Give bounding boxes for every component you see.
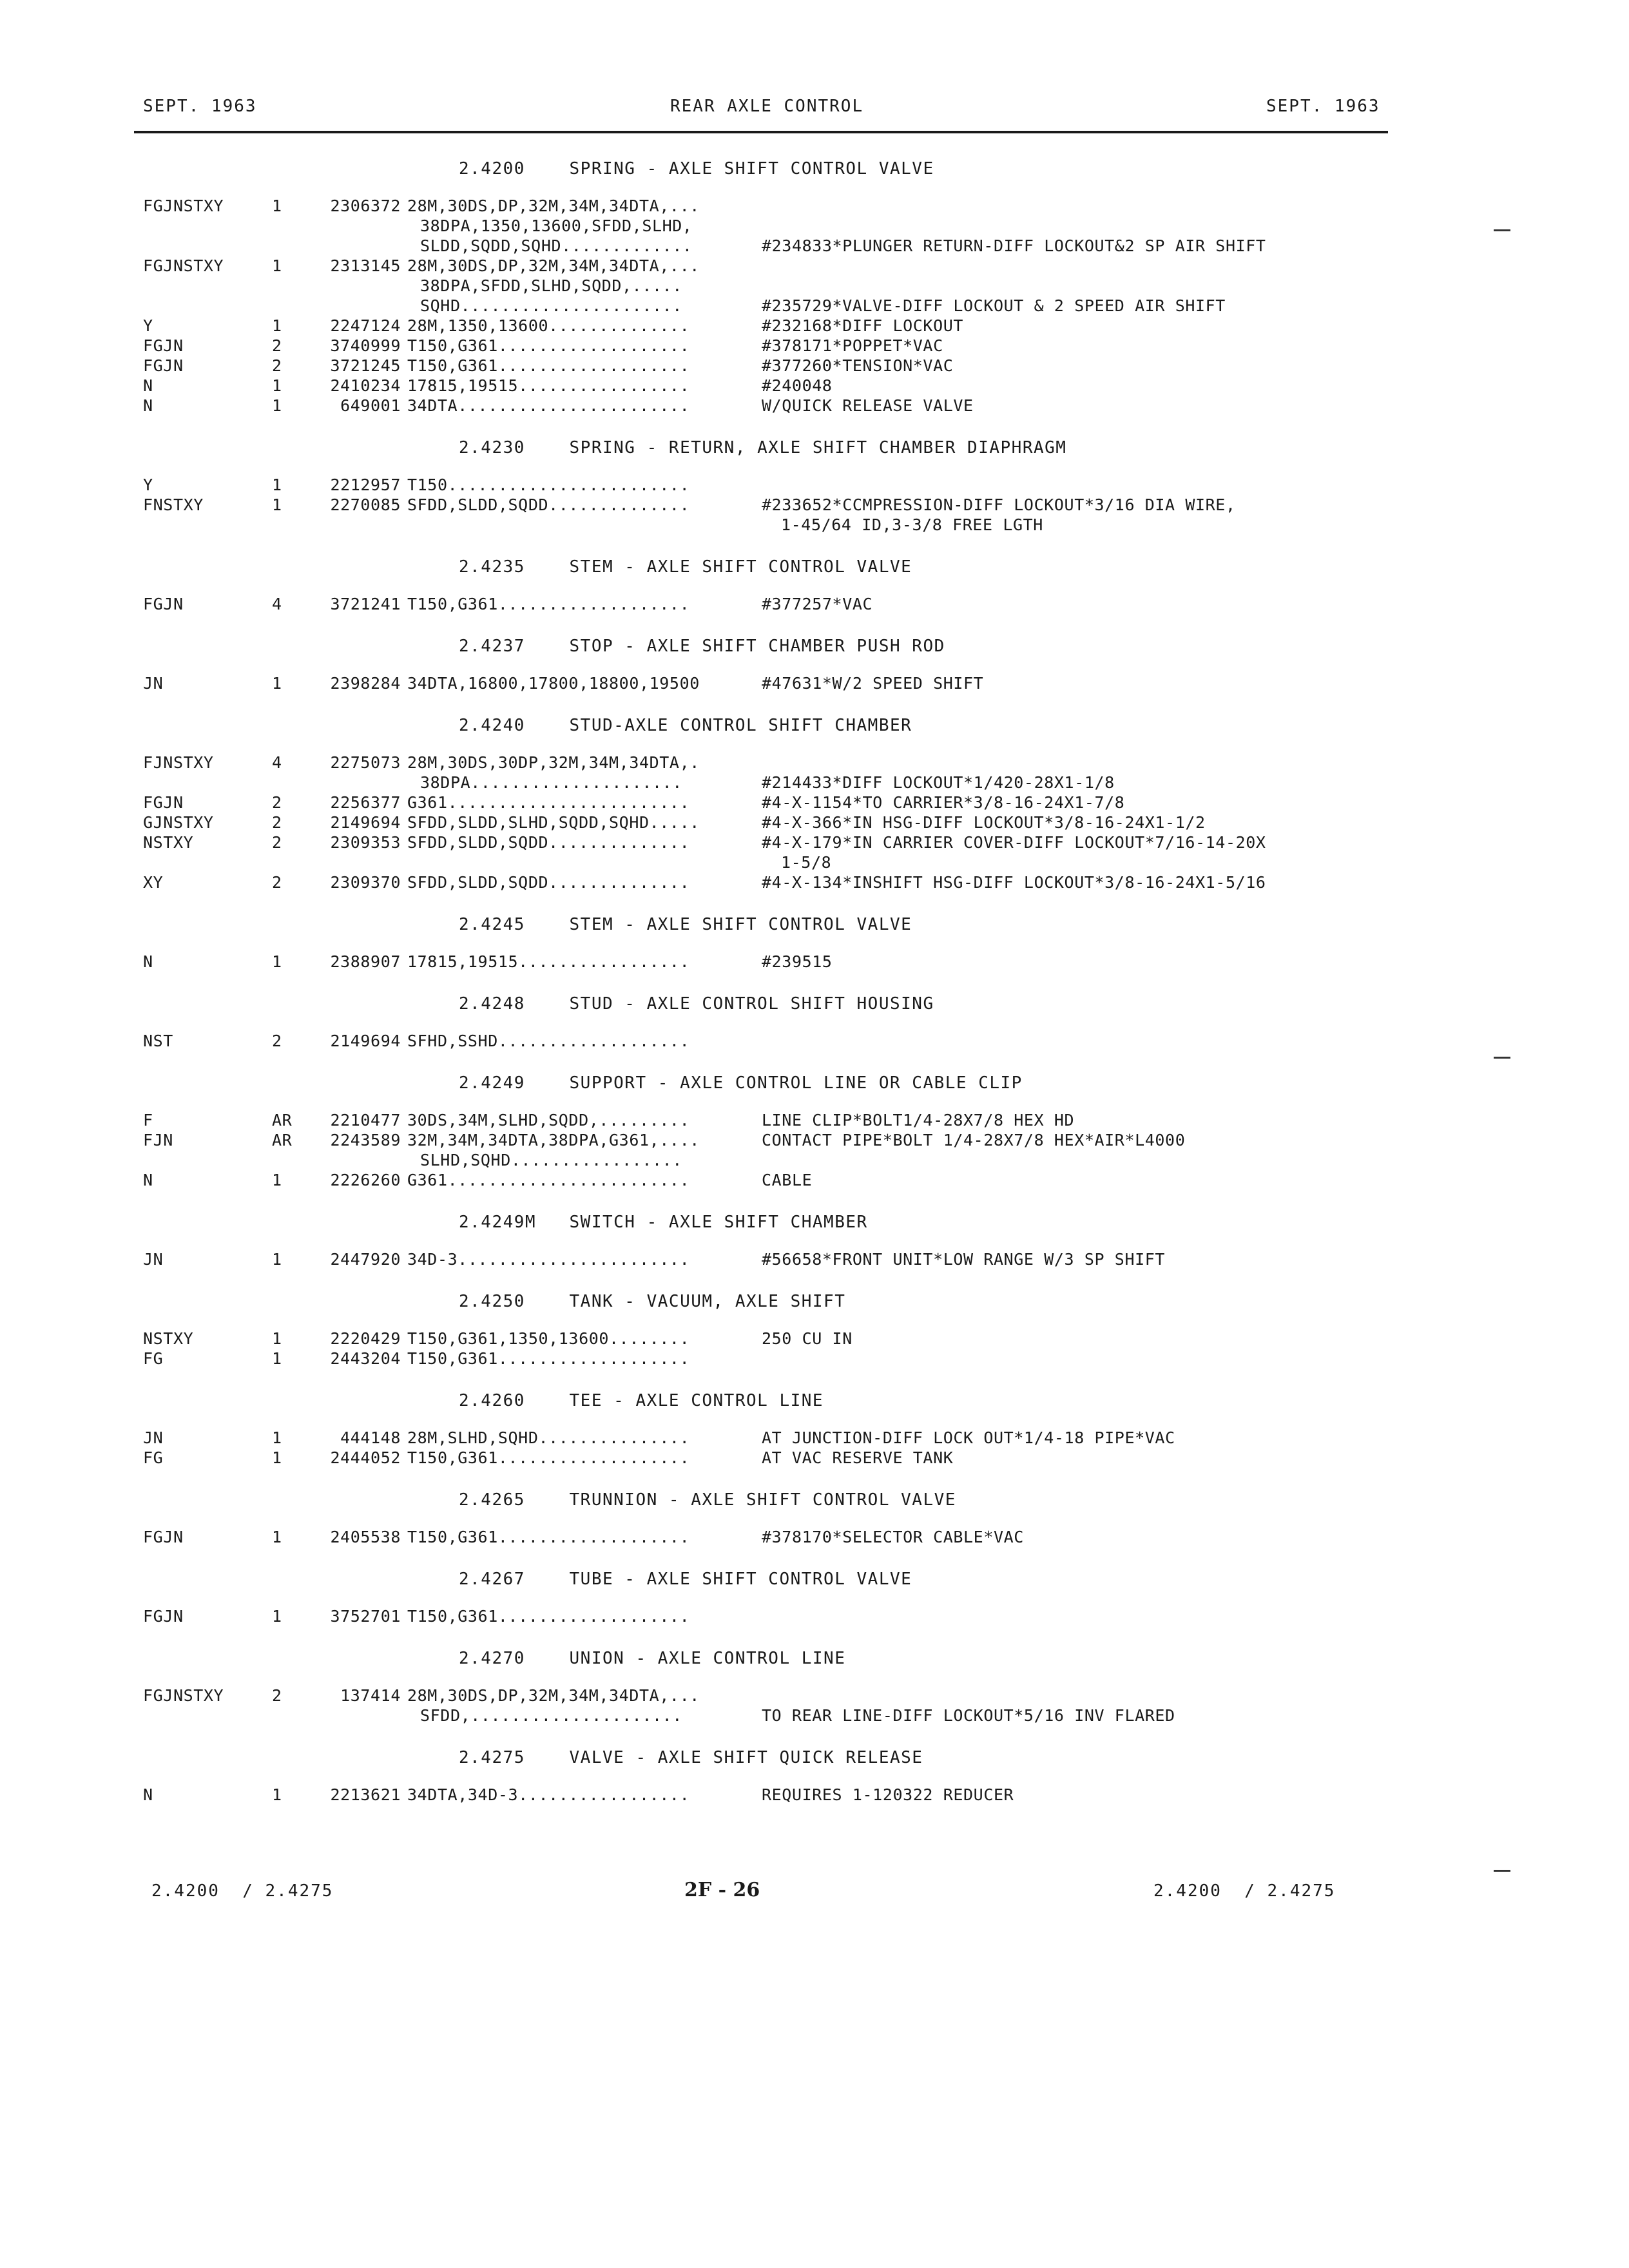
- model-applications: 38DPA.....................: [420, 773, 682, 792]
- quantity: 2: [272, 833, 282, 852]
- model-applications: 28M,1350,13600..............: [407, 316, 690, 335]
- part-number: 444148: [340, 1428, 401, 1447]
- part-note: TO REAR LINE-DIFF LOCKOUT*5/16 INV FLARED: [762, 1706, 1175, 1725]
- section: [143, 635, 1387, 714]
- parts-row: [143, 256, 1387, 276]
- model-codes: FGJN: [143, 1528, 184, 1546]
- section: [143, 913, 1387, 992]
- model-applications: T150,G361...................: [407, 595, 690, 613]
- model-codes: FJNSTXY: [143, 753, 214, 772]
- part-note: REQUIRES 1-120322 REDUCER: [762, 1785, 1014, 1804]
- section-title: 2.4240 STUD-AXLE CONTROL SHIFT CHAMBER: [459, 716, 912, 735]
- model-applications: T150,G361...................: [407, 1448, 690, 1467]
- parts-row: [143, 1785, 1387, 1805]
- model-applications: T150,G361...................: [407, 1528, 690, 1546]
- header-rule: [134, 131, 1388, 133]
- part-number: 2270085: [330, 495, 401, 514]
- model-applications: T150........................: [407, 476, 690, 494]
- model-applications: 28M,30DS,DP,32M,34M,34DTA,...: [407, 197, 700, 215]
- model-codes: N: [143, 376, 153, 395]
- section: [143, 1568, 1387, 1647]
- parts-row: [143, 673, 1387, 693]
- parts-row: [143, 1249, 1387, 1269]
- model-codes: FGJN: [143, 1607, 184, 1626]
- model-applications: T150,G361...................: [407, 336, 690, 355]
- model-applications: 38DPA,SFDD,SLHD,SQDD,.....: [420, 276, 682, 295]
- parts-row: [143, 832, 1387, 852]
- quantity: 1: [272, 1785, 282, 1804]
- model-codes: FG: [143, 1448, 164, 1467]
- part-number: 3721245: [330, 356, 401, 375]
- footer-range-left: 2.4200 / 2.4275: [151, 1881, 334, 1901]
- parts-row: [143, 196, 1387, 216]
- part-number: 2256377: [330, 793, 401, 812]
- parts-row: [143, 296, 1387, 316]
- part-number: 2410234: [330, 376, 401, 395]
- model-applications: 17815,19515.................: [407, 952, 690, 971]
- model-codes: FGJN: [143, 336, 184, 355]
- quantity: 1: [272, 1329, 282, 1348]
- parts-row: [143, 356, 1387, 376]
- model-applications: 34DTA.......................: [407, 396, 690, 415]
- quantity: 2: [272, 793, 282, 812]
- quantity: 2: [272, 356, 282, 375]
- part-number: 2210477: [330, 1111, 401, 1129]
- quantity: 2: [272, 1032, 282, 1050]
- section-title: 2.4245 STEM - AXLE SHIFT CONTROL VALVE: [459, 915, 912, 934]
- section-gap: [143, 693, 1387, 714]
- quantity: 1: [272, 495, 282, 514]
- model-applications: SLDD,SQDD,SQHD.............: [420, 236, 693, 255]
- part-note: LINE CLIP*BOLT1/4-28X7/8 HEX HD: [762, 1111, 1075, 1129]
- margin-mark: [1494, 1057, 1510, 1059]
- part-number: 2388907: [330, 952, 401, 971]
- section-title: 2.4249 SUPPORT - AXLE CONTROL LINE OR CABLE CLIP: [459, 1073, 1023, 1093]
- quantity: 1: [272, 1250, 282, 1269]
- page-number: 2F - 26: [684, 1879, 760, 1901]
- parts-row: [143, 773, 1387, 793]
- part-note: #378171*POPPET*VAC: [762, 336, 943, 355]
- section-gap: [143, 1626, 1387, 1647]
- part-number: 2444052: [330, 1448, 401, 1467]
- section: [143, 157, 1387, 436]
- part-note: #239515: [762, 952, 833, 971]
- part-note: #232168*DIFF LOCKOUT: [762, 316, 964, 335]
- parts-row: [143, 1428, 1387, 1448]
- model-codes: GJNSTXY: [143, 813, 214, 832]
- model-codes: NST: [143, 1032, 173, 1050]
- model-codes: NSTXY: [143, 1329, 194, 1348]
- model-codes: Y: [143, 316, 153, 335]
- model-applications: SFHD,SSHD...................: [407, 1032, 690, 1050]
- part-number: 2243589: [330, 1131, 401, 1149]
- parts-row: [143, 495, 1387, 515]
- part-number: 2309370: [330, 873, 401, 892]
- model-applications: 28M,30DS,DP,32M,34M,34DTA,...: [407, 1686, 700, 1705]
- model-applications: 28M,30DS,DP,32M,34M,34DTA,...: [407, 256, 700, 275]
- section-title: 2.4270 UNION - AXLE CONTROL LINE: [459, 1649, 846, 1668]
- part-note: W/QUICK RELEASE VALVE: [762, 396, 974, 415]
- quantity: 1: [272, 256, 282, 275]
- header-date-left: SEPT. 1963: [143, 97, 257, 116]
- section: [143, 714, 1387, 913]
- model-codes: F: [143, 1111, 153, 1129]
- parts-row: [143, 396, 1387, 416]
- quantity: 2: [272, 1686, 282, 1705]
- quantity: 4: [272, 753, 282, 772]
- parts-row: [143, 216, 1387, 236]
- quantity: 2: [272, 336, 282, 355]
- model-applications: SFDD,.....................: [420, 1706, 682, 1725]
- section: [143, 1647, 1387, 1746]
- section-title: 2.4260 TEE - AXLE CONTROL LINE: [459, 1391, 824, 1410]
- quantity: 2: [272, 813, 282, 832]
- parts-row: [143, 515, 1387, 535]
- model-codes: FNSTXY: [143, 495, 204, 514]
- model-codes: JN: [143, 1250, 164, 1269]
- model-codes: N: [143, 1171, 153, 1189]
- quantity: 1: [272, 1349, 282, 1368]
- quantity: 2: [272, 873, 282, 892]
- section-title: 2.4250 TANK - VACUUM, AXLE SHIFT: [459, 1292, 846, 1311]
- section-title: 2.4249M SWITCH - AXLE SHIFT CHAMBER: [459, 1213, 868, 1232]
- header-title: REAR AXLE CONTROL: [670, 97, 864, 116]
- model-applications: 34DTA,34D-3.................: [407, 1785, 690, 1804]
- part-note: CABLE: [762, 1171, 813, 1189]
- model-applications: SFDD,SLDD,SQDD..............: [407, 495, 690, 514]
- model-applications: 28M,SLHD,SQHD...............: [407, 1428, 690, 1447]
- model-applications: G361........................: [407, 1171, 690, 1189]
- parts-row: [143, 1448, 1387, 1468]
- section-title: 2.4235 STEM - AXLE SHIFT CONTROL VALVE: [459, 557, 912, 577]
- part-note: AT JUNCTION-DIFF LOCK OUT*1/4-18 PIPE*VAC: [762, 1428, 1175, 1447]
- part-note: #378170*SELECTOR CABLE*VAC: [762, 1528, 1024, 1546]
- section-title: 2.4230 SPRING - RETURN, AXLE SHIFT CHAMBER DIAPHRAGM: [459, 438, 1067, 457]
- part-note: #47631*W/2 SPEED SHIFT: [762, 674, 984, 693]
- model-applications: T150,G361...................: [407, 1349, 690, 1368]
- parts-row: [143, 1110, 1387, 1130]
- model-applications: SLHD,SQHD.................: [420, 1151, 682, 1169]
- parts-row: [143, 812, 1387, 832]
- model-codes: XY: [143, 873, 164, 892]
- part-number: 2149694: [330, 1032, 401, 1050]
- section: [143, 436, 1387, 555]
- part-number: 2313145: [330, 256, 401, 275]
- section-gap: [143, 614, 1387, 635]
- part-note: #4-X-179*IN CARRIER COVER-DIFF LOCKOUT*7/16-14-20X: [762, 833, 1266, 852]
- model-applications: G361........................: [407, 793, 690, 812]
- section: [143, 1072, 1387, 1211]
- parts-row: [143, 316, 1387, 336]
- model-codes: FGJN: [143, 595, 184, 613]
- model-codes: N: [143, 396, 153, 415]
- section-title: 2.4275 VALVE - AXLE SHIFT QUICK RELEASE: [459, 1748, 923, 1767]
- parts-row: [143, 753, 1387, 773]
- part-note: #56658*FRONT UNIT*LOW RANGE W/3 SP SHIFT: [762, 1250, 1166, 1269]
- header-date-right: SEPT. 1963: [1266, 97, 1380, 116]
- part-note: #234833*PLUNGER RETURN-DIFF LOCKOUT&2 SP AIR SHIFT: [762, 236, 1266, 255]
- model-applications: T150,G361...................: [407, 356, 690, 375]
- model-codes: FGJNSTXY: [143, 256, 224, 275]
- section: [143, 1389, 1387, 1488]
- model-applications: 17815,19515.................: [407, 376, 690, 395]
- parts-row: [143, 793, 1387, 812]
- section-gap: [143, 1725, 1387, 1746]
- parts-row: [143, 236, 1387, 256]
- parts-row: [143, 376, 1387, 396]
- parts-row: [143, 276, 1387, 296]
- section-title: 2.4248 STUD - AXLE CONTROL SHIFT HOUSING: [459, 994, 934, 1014]
- part-number: 2213621: [330, 1785, 401, 1804]
- section-gap: [143, 1805, 1387, 1825]
- model-codes: FG: [143, 1349, 164, 1368]
- part-number: 649001: [340, 396, 401, 415]
- model-codes: JN: [143, 1428, 164, 1447]
- part-note: #4-X-134*INSHIFT HSG-DIFF LOCKOUT*3/8-16-24X1-5/16: [762, 873, 1266, 892]
- margin-mark: [1494, 229, 1510, 231]
- quantity: 1: [272, 1448, 282, 1467]
- part-note: #4-X-1154*TO CARRIER*3/8-16-24X1-7/8: [762, 793, 1125, 812]
- model-applications: SFDD,SLDD,SQDD..............: [407, 873, 690, 892]
- parts-row: [143, 475, 1387, 495]
- section-gap: [143, 416, 1387, 436]
- parts-row: [143, 1130, 1387, 1150]
- part-number: 2447920: [330, 1250, 401, 1269]
- quantity: 1: [272, 674, 282, 693]
- part-number: 2306372: [330, 197, 401, 215]
- model-applications: 34DTA,16800,17800,18800,19500: [407, 674, 700, 693]
- model-codes: N: [143, 952, 153, 971]
- model-applications: 32M,34M,34DTA,38DPA,G361,....: [407, 1131, 700, 1149]
- section: [143, 1290, 1387, 1389]
- part-number: 2226260: [330, 1171, 401, 1189]
- model-codes: Y: [143, 476, 153, 494]
- part-number: 2247124: [330, 316, 401, 335]
- parts-row: [143, 594, 1387, 614]
- part-note: #4-X-366*IN HSG-DIFF LOCKOUT*3/8-16-24X1-1/2: [762, 813, 1206, 832]
- quantity: 4: [272, 595, 282, 613]
- part-number: 2309353: [330, 833, 401, 852]
- parts-row: [143, 1170, 1387, 1190]
- parts-row: [143, 1349, 1387, 1369]
- section: [143, 1211, 1387, 1290]
- parts-row: [143, 1150, 1387, 1170]
- parts-list: [143, 157, 1387, 1825]
- model-applications: 34D-3.......................: [407, 1250, 690, 1269]
- quantity: 1: [272, 1428, 282, 1447]
- quantity: 1: [272, 316, 282, 335]
- section-gap: [143, 972, 1387, 992]
- parts-row: [143, 1686, 1387, 1706]
- quantity: AR: [272, 1111, 293, 1129]
- part-number: 2405538: [330, 1528, 401, 1546]
- parts-row: [143, 1031, 1387, 1051]
- model-codes: FGJNSTXY: [143, 1686, 224, 1705]
- section-gap: [143, 892, 1387, 913]
- model-applications: T150,G361,1350,13600........: [407, 1329, 690, 1348]
- part-note: #235729*VALVE-DIFF LOCKOUT & 2 SPEED AIR SHIFT: [762, 296, 1226, 315]
- footer-range-right: 2.4200 / 2.4275: [1153, 1881, 1336, 1901]
- part-number: 3740999: [330, 336, 401, 355]
- section-gap: [143, 1369, 1387, 1389]
- model-applications: SQHD......................: [420, 296, 682, 315]
- parts-row: [143, 1606, 1387, 1626]
- part-number: 2398284: [330, 674, 401, 693]
- part-number: 2220429: [330, 1329, 401, 1348]
- section-title: 2.4267 TUBE - AXLE SHIFT CONTROL VALVE: [459, 1570, 912, 1589]
- model-codes: NSTXY: [143, 833, 194, 852]
- section-gap: [143, 1190, 1387, 1211]
- part-number: 2212957: [330, 476, 401, 494]
- part-note: 1-45/64 ID,3-3/8 FREE LGTH: [781, 515, 1043, 534]
- section: [143, 992, 1387, 1072]
- parts-row: [143, 952, 1387, 972]
- quantity: 1: [272, 396, 282, 415]
- quantity: 1: [272, 952, 282, 971]
- section-gap: [143, 1269, 1387, 1290]
- parts-row: [143, 336, 1387, 356]
- quantity: 1: [272, 1528, 282, 1546]
- model-codes: N: [143, 1785, 153, 1804]
- part-note: 250 CU IN: [762, 1329, 853, 1348]
- part-number: 3752701: [330, 1607, 401, 1626]
- section-title: 2.4237 STOP - AXLE SHIFT CHAMBER PUSH ROD: [459, 637, 945, 656]
- part-note: #214433*DIFF LOCKOUT*1/420-28X1-1/8: [762, 773, 1115, 792]
- part-note: #240048: [762, 376, 833, 395]
- section-gap: [143, 1547, 1387, 1568]
- part-number: 2149694: [330, 813, 401, 832]
- section-title: 2.4200 SPRING - AXLE SHIFT CONTROL VALVE: [459, 159, 934, 178]
- parts-row: [143, 872, 1387, 892]
- model-applications: 38DPA,1350,13600,SFDD,SLHD,: [420, 216, 693, 235]
- model-applications: 28M,30DS,30DP,32M,34M,34DTA,.: [407, 753, 700, 772]
- section: [143, 1746, 1387, 1825]
- part-number: 137414: [340, 1686, 401, 1705]
- model-applications: 30DS,34M,SLHD,SQDD,.........: [407, 1111, 690, 1129]
- part-number: 2275073: [330, 753, 401, 772]
- part-number: 2443204: [330, 1349, 401, 1368]
- model-codes: FGJNSTXY: [143, 197, 224, 215]
- model-codes: FGJN: [143, 356, 184, 375]
- quantity: 1: [272, 476, 282, 494]
- part-note: #377260*TENSION*VAC: [762, 356, 954, 375]
- part-note: 1-5/8: [781, 853, 832, 872]
- section-gap: [143, 1468, 1387, 1488]
- part-note: #233652*CCMPRESSION-DIFF LOCKOUT*3/16 DIA WIRE,: [762, 495, 1236, 514]
- model-applications: SFDD,SLDD,SQDD..............: [407, 833, 690, 852]
- margin-mark: [1494, 1870, 1510, 1872]
- part-note: #377257*VAC: [762, 595, 873, 613]
- model-applications: T150,G361...................: [407, 1607, 690, 1626]
- model-codes: JN: [143, 674, 164, 693]
- part-number: 3721241: [330, 595, 401, 613]
- section-gap: [143, 535, 1387, 555]
- quantity: AR: [272, 1131, 293, 1149]
- model-codes: FJN: [143, 1131, 173, 1149]
- parts-row: [143, 852, 1387, 872]
- quantity: 1: [272, 376, 282, 395]
- section-gap: [143, 1051, 1387, 1072]
- model-applications: SFDD,SLDD,SLHD,SQDD,SQHD.....: [407, 813, 700, 832]
- parts-row: [143, 1329, 1387, 1349]
- parts-row: [143, 1706, 1387, 1725]
- part-note: CONTACT PIPE*BOLT 1/4-28X7/8 HEX*AIR*L4000: [762, 1131, 1186, 1149]
- parts-row: [143, 1527, 1387, 1547]
- section: [143, 555, 1387, 635]
- part-note: AT VAC RESERVE TANK: [762, 1448, 954, 1467]
- section-title: 2.4265 TRUNNION - AXLE SHIFT CONTROL VALVE: [459, 1490, 956, 1510]
- quantity: 1: [272, 197, 282, 215]
- quantity: 1: [272, 1607, 282, 1626]
- model-codes: FGJN: [143, 793, 184, 812]
- quantity: 1: [272, 1171, 282, 1189]
- section: [143, 1488, 1387, 1568]
